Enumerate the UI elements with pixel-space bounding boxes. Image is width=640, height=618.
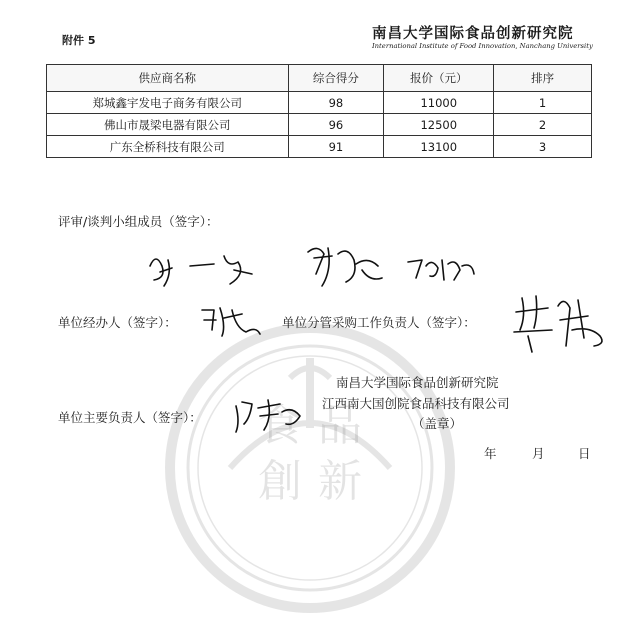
panel-member-signature-2	[298, 236, 393, 294]
watermark-char-1: 食	[258, 400, 302, 451]
rank: 3	[494, 136, 592, 158]
supplier-name: 佛山市晟梁电器有限公司	[47, 114, 289, 136]
quote: 13100	[384, 136, 494, 158]
principal-leader-signature	[230, 392, 310, 436]
column-header: 供应商名称	[47, 65, 289, 92]
quote: 12500	[384, 114, 494, 136]
attachment-label: 附件 5	[62, 34, 96, 47]
principal-leader-label: 单位主要负责人（签字）：	[58, 410, 202, 425]
org-name-2: 江西南大国创院食品科技有限公司	[322, 396, 510, 411]
org-name-1: 南昌大学国际食品创新研究院	[336, 375, 499, 390]
institute-logo-en: International Institute of Food Innovation, Nanchang University	[372, 42, 593, 50]
table-row	[47, 92, 592, 114]
institute-logo-cn: 南昌大学国际食品创新研究院	[372, 25, 574, 42]
date-day: 日	[578, 446, 591, 461]
column-header: 报价（元）	[384, 65, 494, 92]
supplier-name: 郑城鑫宇发电子商务有限公司	[47, 92, 289, 114]
supplier-ranking-table	[46, 64, 592, 158]
date-month: 月	[532, 446, 545, 461]
rank: 1	[494, 92, 592, 114]
quote: 11000	[384, 92, 494, 114]
column-header: 排序	[494, 65, 592, 92]
watermark-char-4: 新	[318, 456, 362, 507]
score: 96	[288, 114, 384, 136]
handler-signature	[196, 300, 266, 342]
procurement-head-label: 单位分管采购工作负责人（签字）：	[282, 315, 476, 330]
panel-member-signature-3	[402, 248, 482, 288]
supplier-name: 广东全桥科技有限公司	[47, 136, 289, 158]
score: 98	[288, 92, 384, 114]
institute-watermark-seal	[160, 318, 463, 618]
panel-member-signature-1	[142, 244, 262, 294]
seal-note: （盖章）	[412, 416, 463, 431]
rank: 2	[494, 114, 592, 136]
table-header-row	[47, 65, 592, 92]
watermark-char-3: 創	[258, 456, 302, 507]
table-row	[47, 136, 592, 158]
watermark-char-2: 品	[318, 400, 362, 451]
score: 91	[288, 136, 384, 158]
panel-members-label: 评审/谈判小组成员（签字）：	[58, 214, 219, 229]
date-year: 年	[484, 446, 497, 461]
handler-label: 单位经办人（签字）：	[58, 315, 177, 330]
column-header: 综合得分	[288, 65, 384, 92]
table-row	[47, 114, 592, 136]
procurement-head-signature	[508, 286, 618, 362]
